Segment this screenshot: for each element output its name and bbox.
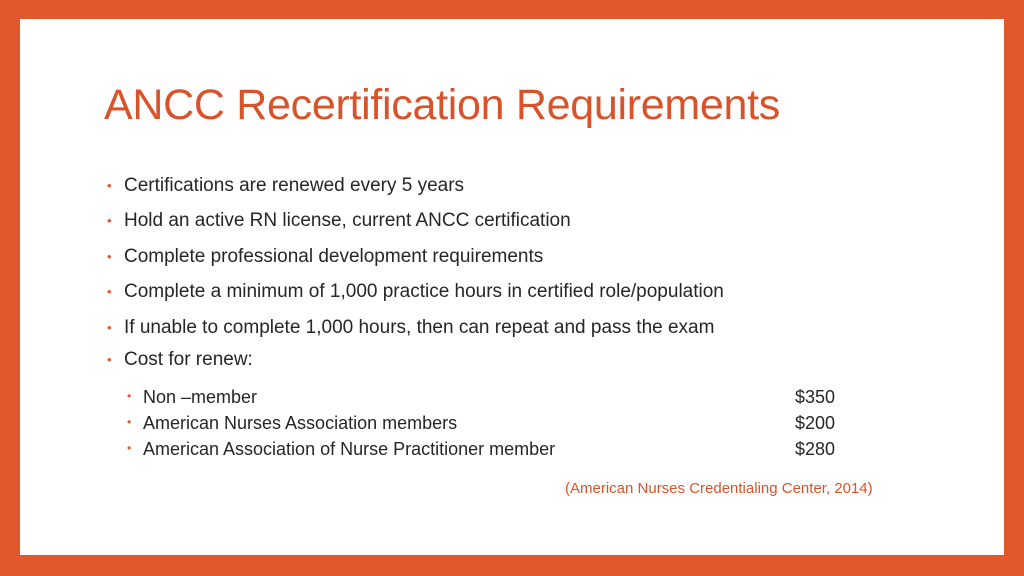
bullet-dot-icon: •: [107, 248, 112, 264]
bullet-text: Hold an active RN license, current ANCC certification: [124, 210, 571, 232]
bullet-item: [107, 313, 947, 348]
cost-item: [127, 385, 835, 411]
bullet-dot-icon: •: [127, 440, 132, 455]
cost-list: [127, 385, 835, 462]
cost-price: $280: [795, 438, 836, 459]
bullet-dot-icon: •: [127, 414, 132, 429]
cost-item: [127, 437, 835, 463]
bullet-text: Certifications are renewed every 5 years: [124, 175, 465, 196]
bullet-item: [107, 171, 947, 206]
bullet-dot-icon: •: [107, 178, 112, 193]
bullet-text: Complete professional development requirements: [124, 245, 544, 267]
bullet-list: [107, 171, 947, 372]
bullet-item: [107, 348, 947, 372]
bullet-item: [107, 206, 947, 241]
bullet-item: [107, 242, 947, 277]
bullet-dot-icon: •: [107, 284, 112, 300]
bullet-text: Cost for renew:: [124, 348, 253, 370]
cost-label: American Association of Nurse Practitioner member: [143, 438, 556, 459]
citation: (American Nurses Credentialing Center, 2014): [565, 480, 873, 497]
bullet-text: If unable to complete 1,000 hours, then can repeat and pass the exam: [124, 316, 715, 338]
slide-title: ANCC Recertification Requirements: [104, 81, 780, 129]
bullet-dot-icon: •: [107, 319, 112, 335]
cost-price: $200: [795, 412, 836, 433]
bullet-dot-icon: •: [107, 351, 112, 367]
bullet-dot-icon: •: [127, 389, 132, 403]
bullet-text: Complete a minimum of 1,000 practice hours in certified role/population: [124, 281, 724, 303]
cost-label: Non –member: [143, 387, 258, 407]
cost-label: American Nurses Association members: [143, 412, 458, 433]
slide-content: [20, 19, 1004, 555]
cost-item: [127, 411, 835, 437]
bullet-item: [107, 277, 947, 312]
cost-price: $350: [795, 387, 836, 407]
bullet-dot-icon: •: [107, 213, 112, 229]
